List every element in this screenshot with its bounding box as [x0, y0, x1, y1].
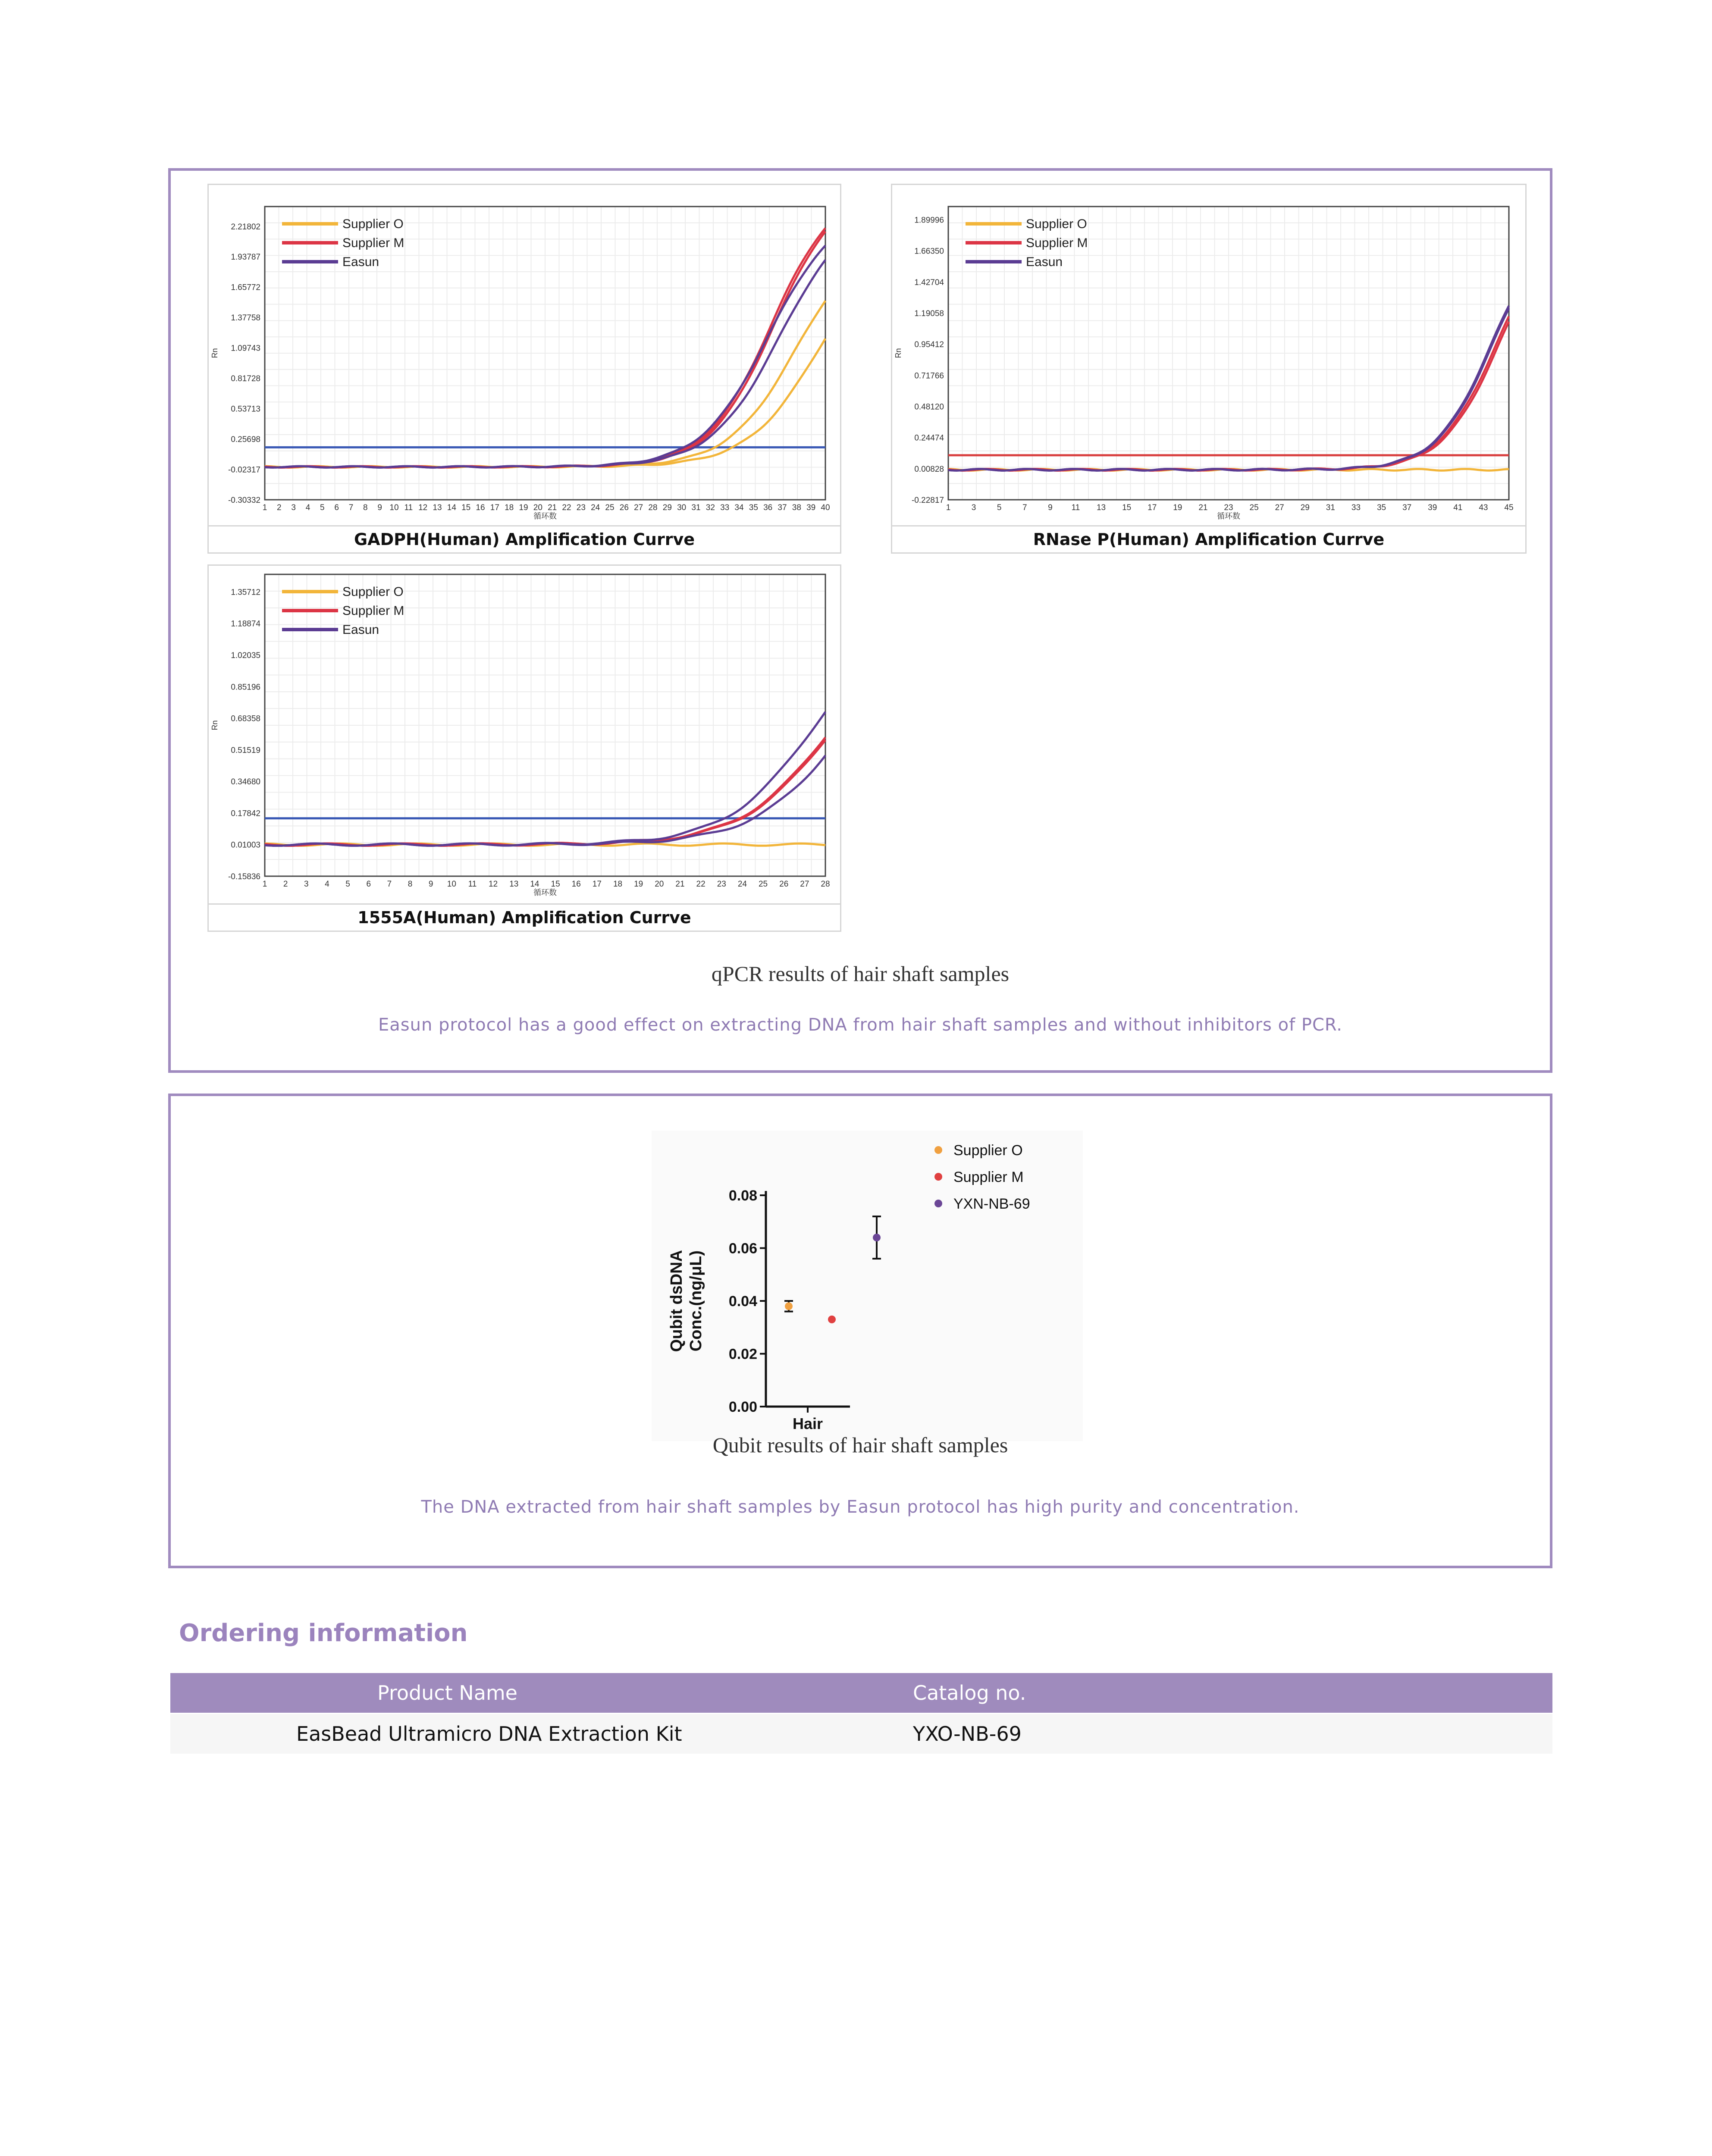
x-tick-label: 21 [1198, 503, 1208, 512]
y-tick-label: 0.08 [728, 1188, 757, 1204]
qubit-panel [168, 1094, 1552, 1568]
header-catalog-no: Catalog no. [913, 1681, 1026, 1705]
1555a-chart-plot [209, 566, 843, 906]
x-tick-label: 17 [1148, 503, 1157, 512]
x-axis-label: 循环数 [1217, 512, 1240, 521]
x-tick-label: 6 [366, 880, 371, 889]
legend-label: Supplier O [342, 585, 404, 599]
1555a-chart-title: 1555A(Human) Amplification Currve [209, 903, 840, 931]
x-tick-label: 9 [1048, 503, 1053, 512]
x-tick-label: 19 [519, 503, 528, 512]
x-tick-label: 1 [946, 503, 951, 512]
y-tick-label: 0.04 [728, 1293, 757, 1310]
rnase-chart [891, 184, 1527, 554]
x-tick-label: 20 [655, 880, 664, 889]
x-tick-label: 8 [363, 503, 368, 512]
x-tick-label: 1 [262, 880, 267, 889]
x-tick-label: 27 [800, 880, 809, 889]
x-tick-label: 5 [345, 880, 350, 889]
x-tick-label: 40 [821, 503, 830, 512]
x-tick-label: 20 [533, 503, 542, 512]
y-tick-label: 1.93787 [231, 253, 260, 262]
x-tick-label: 1 [262, 503, 267, 512]
x-tick-label: 2 [277, 503, 282, 512]
y-tick-label: 1.19058 [914, 309, 944, 319]
y-tick-label: 0.00 [728, 1399, 757, 1415]
x-tick-label: 2 [283, 880, 288, 889]
x-tick-label: 7 [1022, 503, 1027, 512]
legend-marker [934, 1200, 942, 1207]
y-tick-label: -0.22817 [911, 496, 944, 505]
x-tick-label: 5 [997, 503, 1002, 512]
y-tick-label: 0.25698 [231, 435, 260, 445]
y-tick-label: 2.21802 [231, 222, 260, 232]
x-tick-label: 5 [320, 503, 325, 512]
legend-label: Easun [342, 255, 379, 269]
x-tick-label: 15 [551, 880, 560, 889]
1555a-chart [207, 564, 841, 932]
qpcr-note: Easun protocol has a good effect on extracting DNA from hair shaft samples and without inhibitors of PCR. [378, 1015, 1343, 1035]
x-tick-label: Hair [792, 1415, 823, 1432]
qpcr-panel [168, 168, 1552, 1073]
x-tick-label: 12 [418, 503, 428, 512]
x-tick-label: 37 [1402, 503, 1412, 512]
y-tick-label: -0.02317 [228, 465, 260, 475]
x-tick-label: 15 [1122, 503, 1132, 512]
x-tick-label: 37 [778, 503, 787, 512]
x-tick-label: 14 [530, 880, 539, 889]
header-product-name: Product Name [377, 1681, 517, 1705]
x-tick-label: 23 [717, 880, 726, 889]
x-tick-label: 23 [1224, 503, 1233, 512]
data-point-supplier-o [785, 1302, 793, 1310]
y-tick-label: 1.66350 [914, 247, 944, 256]
legend-label: Supplier O [953, 1142, 1023, 1159]
x-tick-label: 27 [1275, 503, 1284, 512]
x-tick-label: 26 [779, 880, 789, 889]
legend-label: Supplier M [342, 236, 404, 250]
x-tick-label: 25 [1249, 503, 1259, 512]
x-tick-label: 7 [348, 503, 354, 512]
x-tick-label: 28 [648, 503, 658, 512]
rnase-chart-title: RNase P(Human) Amplification Currve [892, 525, 1525, 552]
y-tick-label: 0.53713 [231, 404, 260, 414]
x-tick-label: 32 [705, 503, 715, 512]
x-tick-label: 33 [720, 503, 730, 512]
ordering-table-row [170, 1714, 1552, 1754]
x-tick-label: 10 [389, 503, 399, 512]
x-tick-label: 24 [737, 880, 747, 889]
gadph-chart-plot [209, 185, 843, 528]
x-tick-label: 3 [971, 503, 976, 512]
x-tick-label: 12 [489, 880, 498, 889]
x-tick-label: 16 [476, 503, 485, 512]
x-tick-label: 13 [1096, 503, 1106, 512]
y-tick-label: 0.02 [728, 1346, 757, 1363]
product-name-cell: EasBead Ultramicro DNA Extraction Kit [296, 1722, 682, 1745]
legend-label: Supplier M [953, 1169, 1024, 1185]
x-tick-label: 29 [1300, 503, 1310, 512]
x-tick-label: 14 [447, 503, 456, 512]
y-tick-label: 1.37758 [231, 313, 260, 323]
x-tick-label: 11 [468, 880, 477, 889]
x-tick-label: 36 [763, 503, 773, 512]
qubit-chart [652, 1131, 1083, 1441]
x-tick-label: 25 [605, 503, 615, 512]
x-tick-label: 19 [634, 880, 643, 889]
x-tick-label: 24 [591, 503, 600, 512]
y-tick-label: 0.00828 [914, 464, 944, 474]
x-tick-label: 18 [505, 503, 514, 512]
y-tick-label: 0.24474 [914, 433, 944, 443]
y-tick-label: 1.65772 [231, 283, 260, 292]
x-tick-label: 10 [447, 880, 456, 889]
y-tick-label: 0.48120 [914, 402, 944, 412]
x-axis-label: 循环数 [533, 888, 557, 897]
x-tick-label: 17 [592, 880, 602, 889]
x-tick-label: 21 [675, 880, 685, 889]
y-axis-label: Rn [894, 348, 903, 358]
x-tick-label: 19 [1173, 503, 1182, 512]
x-tick-label: 27 [634, 503, 643, 512]
qubit-note: The DNA extracted from hair shaft samples by Easun protocol has high purity and concentration. [421, 1497, 1300, 1517]
x-tick-label: 23 [576, 503, 586, 512]
x-tick-label: 3 [291, 503, 296, 512]
y-tick-label: -0.15836 [228, 872, 260, 881]
y-tick-label: 0.71766 [914, 371, 944, 381]
x-tick-label: 8 [408, 880, 413, 889]
legend-label: Supplier O [1026, 217, 1087, 231]
x-tick-label: 39 [806, 503, 816, 512]
qubit-caption: Qubit results of hair shaft samples [712, 1433, 1008, 1457]
x-tick-label: 22 [696, 880, 705, 889]
y-tick-label: 1.02035 [231, 651, 260, 660]
x-tick-label: 13 [433, 503, 442, 512]
x-tick-label: 45 [1504, 503, 1514, 512]
legend-label: Supplier M [1026, 236, 1088, 250]
x-tick-label: 34 [734, 503, 744, 512]
legend-marker [934, 1173, 942, 1181]
x-tick-label: 18 [613, 880, 623, 889]
y-tick-label: 0.81728 [231, 374, 260, 384]
x-tick-label: 31 [1326, 503, 1335, 512]
legend-label: YXN-NB-69 [953, 1196, 1030, 1212]
y-tick-label: -0.30332 [228, 496, 260, 505]
y-axis-label: Conc.(ng/μL) [687, 1250, 705, 1352]
x-tick-label: 9 [377, 503, 382, 512]
x-tick-label: 35 [1376, 503, 1386, 512]
x-tick-label: 26 [619, 503, 629, 512]
qpcr-caption: qPCR results of hair shaft samples [711, 962, 1010, 986]
x-tick-label: 7 [387, 880, 392, 889]
x-tick-label: 22 [562, 503, 571, 512]
y-tick-label: 1.09743 [231, 344, 260, 353]
y-tick-label: 1.35712 [231, 588, 260, 597]
x-tick-label: 38 [792, 503, 801, 512]
y-tick-label: 0.51519 [231, 746, 260, 755]
legend-marker [934, 1146, 942, 1154]
y-tick-label: 1.18874 [231, 619, 260, 629]
legend-label: Easun [342, 623, 379, 637]
x-tick-label: 29 [662, 503, 672, 512]
x-tick-label: 11 [1071, 503, 1080, 512]
y-tick-label: 0.68358 [231, 714, 260, 724]
ordering-title: Ordering information [179, 1619, 468, 1647]
x-tick-label: 11 [404, 503, 413, 512]
x-tick-label: 4 [325, 880, 329, 889]
x-tick-label: 25 [758, 880, 768, 889]
y-tick-label: 0.85196 [231, 683, 260, 692]
x-tick-label: 13 [509, 880, 519, 889]
y-axis-label: Qubit dsDNA [668, 1250, 686, 1352]
data-point-supplier-m [828, 1316, 836, 1323]
x-tick-label: 30 [677, 503, 687, 512]
y-axis-label: Rn [210, 348, 219, 358]
gadph-chart [207, 184, 841, 554]
x-tick-label: 41 [1453, 503, 1463, 512]
x-tick-label: 43 [1479, 503, 1488, 512]
x-tick-label: 3 [304, 880, 309, 889]
y-tick-label: 0.06 [728, 1240, 757, 1257]
legend-label: Supplier M [342, 604, 404, 618]
y-axis-label: Rn [210, 720, 219, 730]
x-tick-label: 35 [749, 503, 758, 512]
x-tick-label: 31 [691, 503, 701, 512]
x-tick-label: 15 [461, 503, 471, 512]
legend-label: Supplier O [342, 217, 404, 231]
gadph-chart-title: GADPH(Human) Amplification Currve [209, 525, 840, 552]
x-tick-label: 33 [1351, 503, 1361, 512]
y-tick-label: 0.01003 [231, 840, 260, 850]
y-tick-label: 0.34680 [231, 777, 260, 787]
y-tick-label: 0.95412 [914, 340, 944, 350]
legend-label: Easun [1026, 255, 1063, 269]
x-tick-label: 39 [1428, 503, 1437, 512]
x-tick-label: 17 [490, 503, 499, 512]
catalog-no-cell: YXO-NB-69 [913, 1722, 1022, 1745]
y-tick-label: 1.42704 [914, 278, 944, 287]
rnase-chart-plot [892, 185, 1528, 528]
ordering-table-header [170, 1673, 1552, 1713]
y-tick-label: 0.17842 [231, 809, 260, 818]
x-tick-label: 16 [571, 880, 581, 889]
x-axis-label: 循环数 [533, 512, 557, 521]
x-tick-label: 6 [334, 503, 339, 512]
data-point-yxn-nb-69 [873, 1234, 881, 1241]
x-tick-label: 9 [428, 880, 433, 889]
x-tick-label: 4 [305, 503, 310, 512]
y-tick-label: 1.89996 [914, 216, 944, 225]
x-tick-label: 28 [821, 880, 830, 889]
x-tick-label: 21 [548, 503, 557, 512]
